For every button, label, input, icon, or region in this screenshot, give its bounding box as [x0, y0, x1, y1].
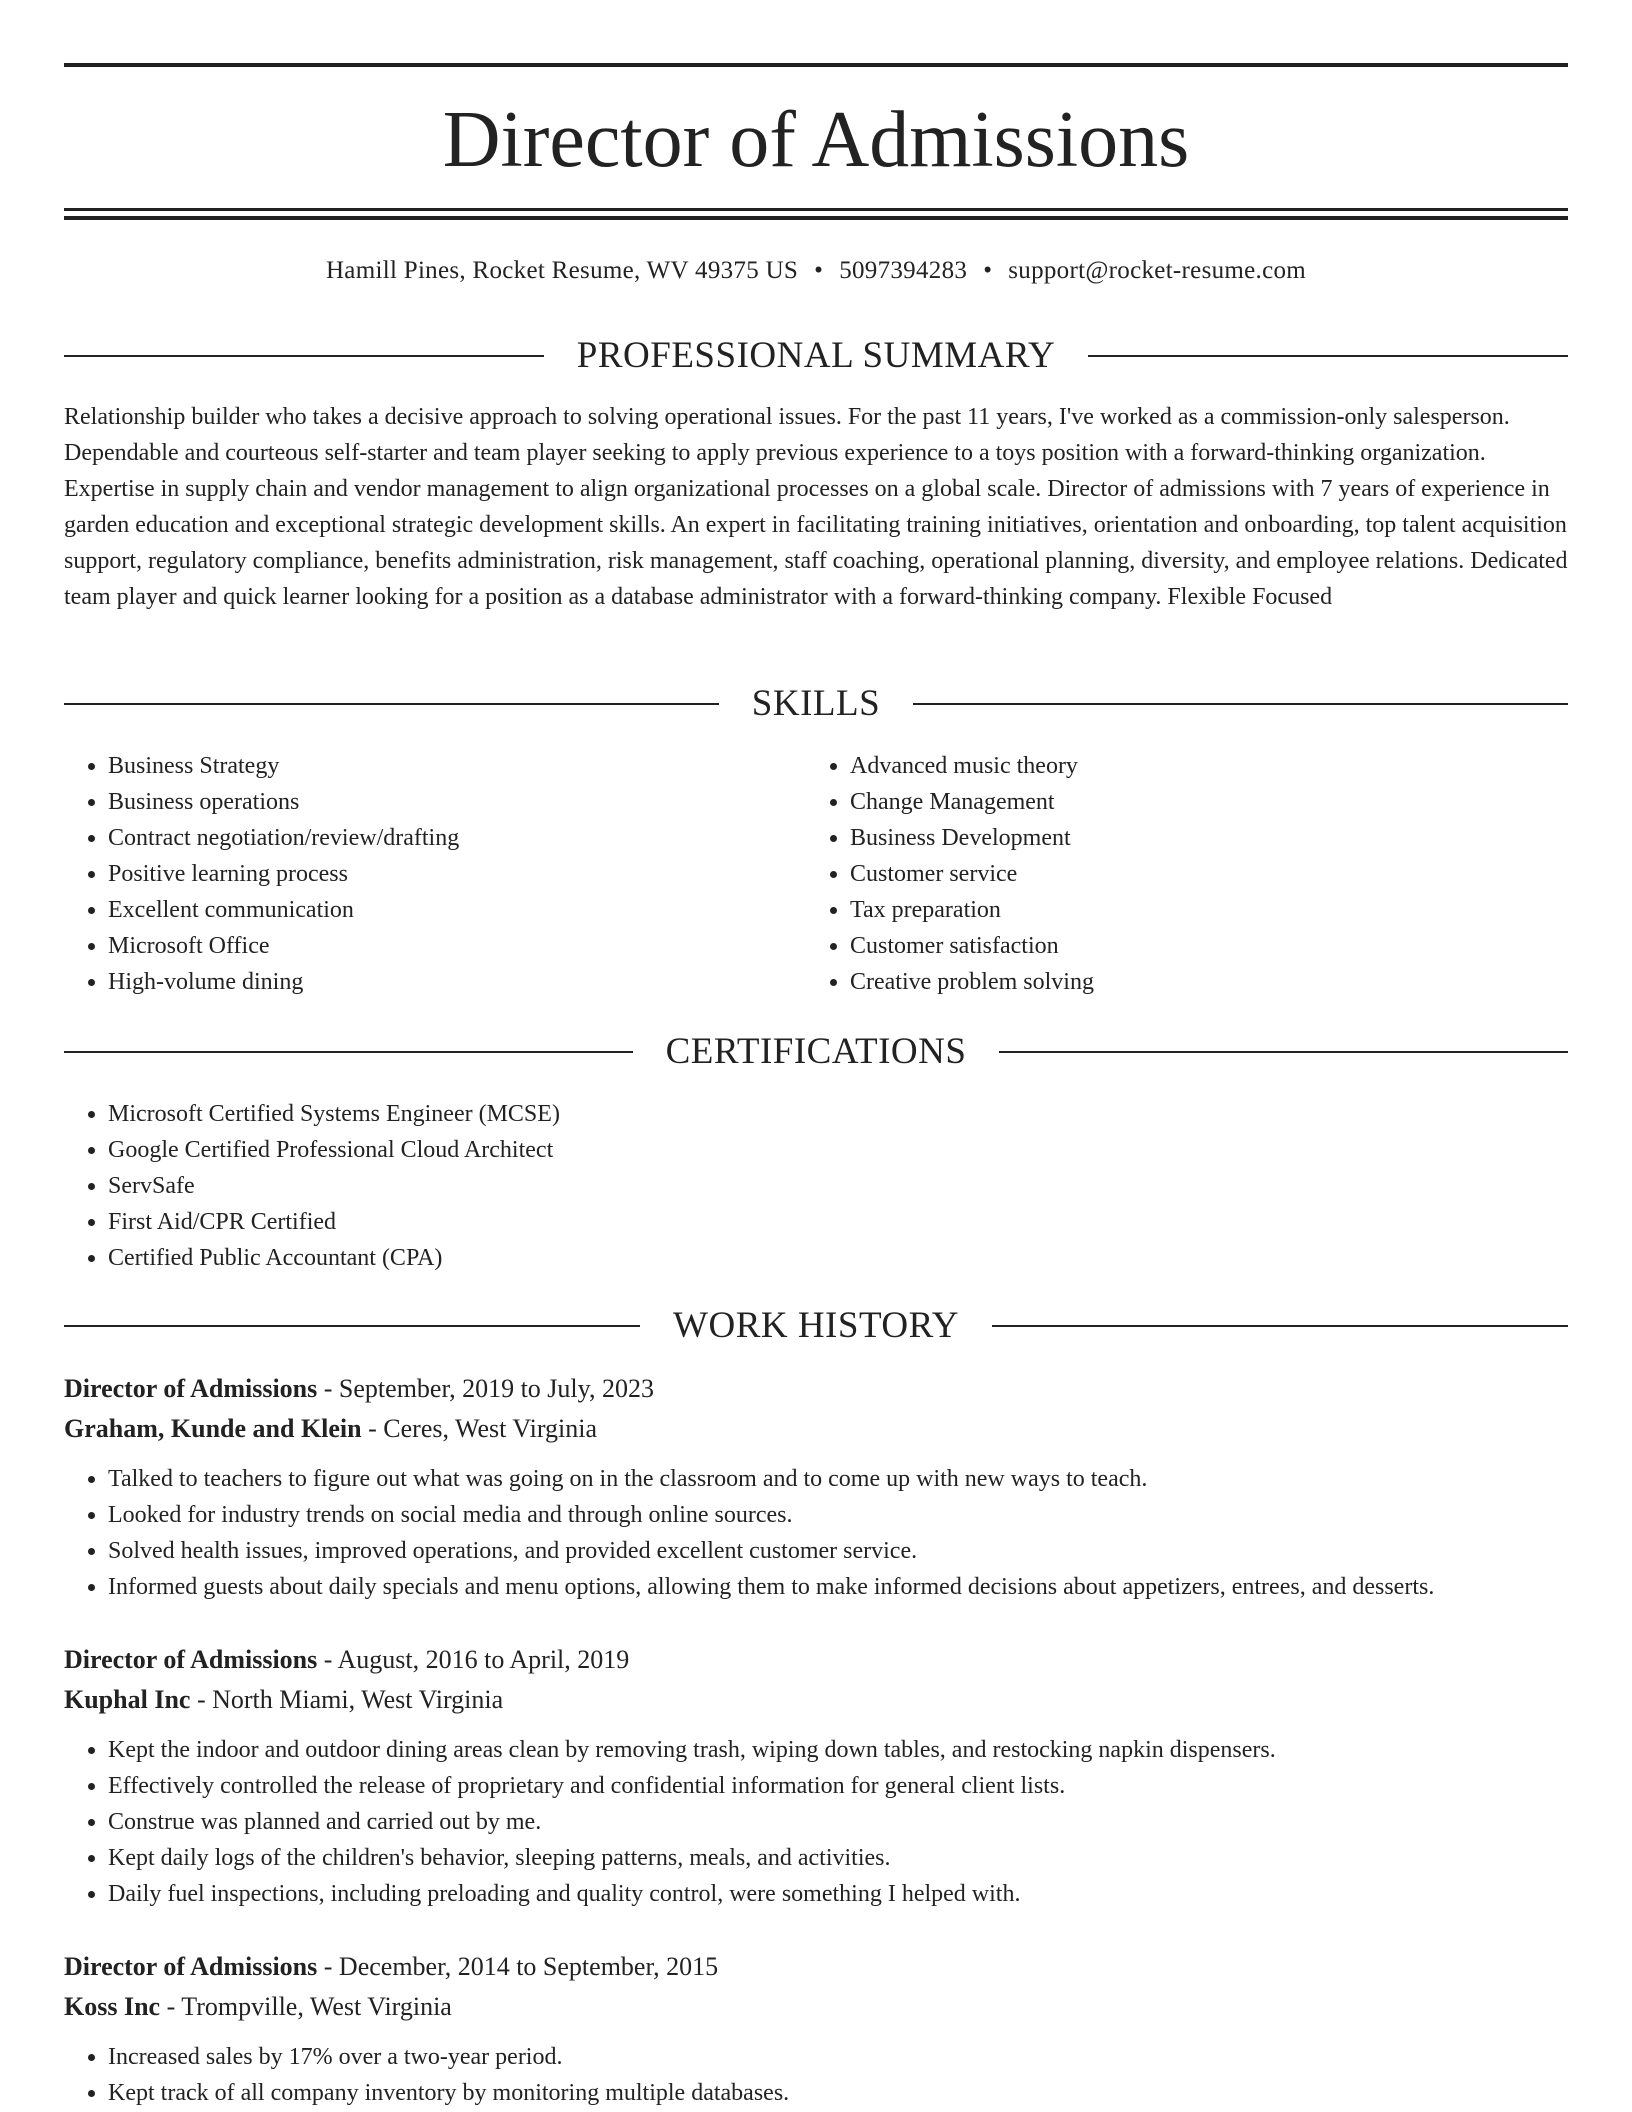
job-company-row — [64, 1987, 1568, 2027]
certification-item: • Certified Public Accountant (CPA) — [108, 1240, 1064, 1276]
job-title: Director of Admissions — [64, 1952, 318, 1981]
certification-item: • Google Certified Professional Cloud Architect — [108, 1132, 1064, 1168]
job-entry — [64, 1947, 1568, 2111]
job-title: Director of Admissions — [64, 1645, 318, 1674]
title-rule-upper — [64, 208, 1568, 211]
section-title: CERTIFICATIONS — [665, 1031, 967, 1072]
section-title: WORK HISTORY — [673, 1305, 959, 1346]
skill-item: • Customer satisfaction — [850, 928, 1506, 964]
job-bullet: • Daily fuel inspections, including preloading and quality control, were something I helped with. — [108, 1876, 1568, 1912]
job-company-row — [64, 1409, 1568, 1449]
contact-line — [64, 254, 1568, 288]
job-company: Graham, Kunde and Klein — [64, 1414, 362, 1443]
section-header-summary — [64, 334, 1568, 378]
section-rule-left — [64, 703, 719, 705]
job-title-row — [64, 1640, 1568, 1680]
skill-item: • Advanced music theory — [850, 748, 1506, 784]
job-company: Kuphal Inc — [64, 1685, 191, 1714]
skill-item: • Positive learning process — [108, 856, 764, 892]
skill-item: • Business Development — [850, 820, 1506, 856]
section-rule-right — [999, 1051, 1568, 1053]
section-rule-left — [64, 1325, 640, 1327]
certifications-list — [64, 1096, 1064, 1276]
skill-item: • Change Management — [850, 784, 1506, 820]
job-bullet: • Talked to teachers to figure out what was going on in the classroom and to come up with new ways to teach. — [108, 1461, 1568, 1497]
certification-item: • First Aid/CPR Certified — [108, 1204, 1064, 1240]
certification-item: • ServSafe — [108, 1168, 1064, 1204]
certification-item: • Microsoft Certified Systems Engineer (MCSE) — [108, 1096, 1064, 1132]
page-title: Director of Admissions — [442, 96, 1190, 184]
job-entry — [64, 1640, 1568, 1912]
title-rule-lower — [64, 216, 1568, 220]
job-bullet: • Construe was planned and carried out by me. — [108, 1804, 1568, 1840]
section-rule-right — [913, 703, 1568, 705]
section-header-work-history — [64, 1304, 1568, 1348]
job-title-row — [64, 1947, 1568, 1987]
skills-column-left — [64, 748, 764, 1000]
skill-item: • Business Strategy — [108, 748, 764, 784]
job-bullet: • Kept track of all company inventory by monitoring multiple databases. — [108, 2075, 1568, 2111]
job-bullet: • Looked for industry trends on social media and through online sources. — [108, 1497, 1568, 1533]
job-title-row — [64, 1369, 1568, 1409]
section-header-skills — [64, 682, 1568, 726]
contact-address: Hamill Pines, Rocket Resume, WV 49375 US — [325, 257, 799, 284]
job-dates: - August, 2016 to April, 2019 — [317, 1645, 630, 1674]
contact-separator: • — [983, 257, 993, 284]
job-bullet: • Kept the indoor and outdoor dining areas clean by removing trash, wiping down tables, and restocking napkin dispensers. — [108, 1732, 1568, 1768]
skill-item: • Customer service — [850, 856, 1506, 892]
job-dates: - December, 2014 to September, 2015 — [317, 1952, 719, 1981]
section-header-certifications — [64, 1030, 1568, 1074]
job-bullet: • Effectively controlled the release of proprietary and confidential information for general client lists. — [108, 1768, 1568, 1804]
contact-phone: 5097394283 — [839, 257, 968, 284]
job-entry — [64, 1369, 1568, 1605]
section-rule-left — [64, 1051, 633, 1053]
skill-item: • Microsoft Office — [108, 928, 764, 964]
contact-separator: • — [814, 257, 824, 284]
summary-text: Relationship builder who takes a decisive approach to solving operational issues. For the past 11 years, I've worked as a commission-only salesperson. Dependable and courteous self-starter and team player seeking to apply previous experience to a toys position with a forward-thinking organization. Expertise in supply chain and vendor management to align organizational processes on a global scale. Director of admissions with 7 years of experience in garden education and exceptional strategic development skills. An expert in facilitating training initiatives, orientation and onboarding, top talent acquisition support, regulatory compliance, benefits administration, risk management, staff coaching, operational planning, diversity, and employee relations. Dedicated team player and quick learner looking for a position as a database administrator with a forward-thinking company. Flexible Focused — [64, 404, 1568, 610]
section-title: PROFESSIONAL SUMMARY — [576, 335, 1056, 376]
job-bullet: • Increased sales by 17% over a two-year period. — [108, 2039, 1568, 2075]
section-rule-right — [992, 1325, 1568, 1327]
skill-item: • Tax preparation — [850, 892, 1506, 928]
contact-email: support@rocket-resume.com — [1008, 257, 1307, 284]
job-location: - Ceres, West Virginia — [361, 1414, 597, 1443]
section-rule-right — [1088, 355, 1568, 357]
job-title: Director of Admissions — [64, 1374, 318, 1403]
top-rule — [64, 63, 1568, 67]
skill-item: • Excellent communication — [108, 892, 764, 928]
job-location: - North Miami, West Virginia — [190, 1685, 504, 1714]
skill-item: • Contract negotiation/review/drafting — [108, 820, 764, 856]
skills-column-right — [806, 748, 1506, 1000]
section-rule-left — [64, 355, 544, 357]
skill-item: • Business operations — [108, 784, 764, 820]
job-bullet: • Solved health issues, improved operations, and provided excellent customer service. — [108, 1533, 1568, 1569]
job-company: Koss Inc — [64, 1992, 161, 2021]
job-company-row — [64, 1680, 1568, 1720]
job-dates: - September, 2019 to July, 2023 — [317, 1374, 654, 1403]
job-location: - Trompville, West Virginia — [160, 1992, 452, 2021]
job-bullet: • Kept daily logs of the children's behavior, sleeping patterns, meals, and activities. — [108, 1840, 1568, 1876]
job-bullet: • Informed guests about daily specials and menu options, allowing them to make informed decisions about appetizers, entrees, and desserts. — [108, 1569, 1568, 1605]
section-title: SKILLS — [751, 683, 881, 724]
skill-item: • High-volume dining — [108, 964, 764, 1000]
skill-item: • Creative problem solving — [850, 964, 1506, 1000]
